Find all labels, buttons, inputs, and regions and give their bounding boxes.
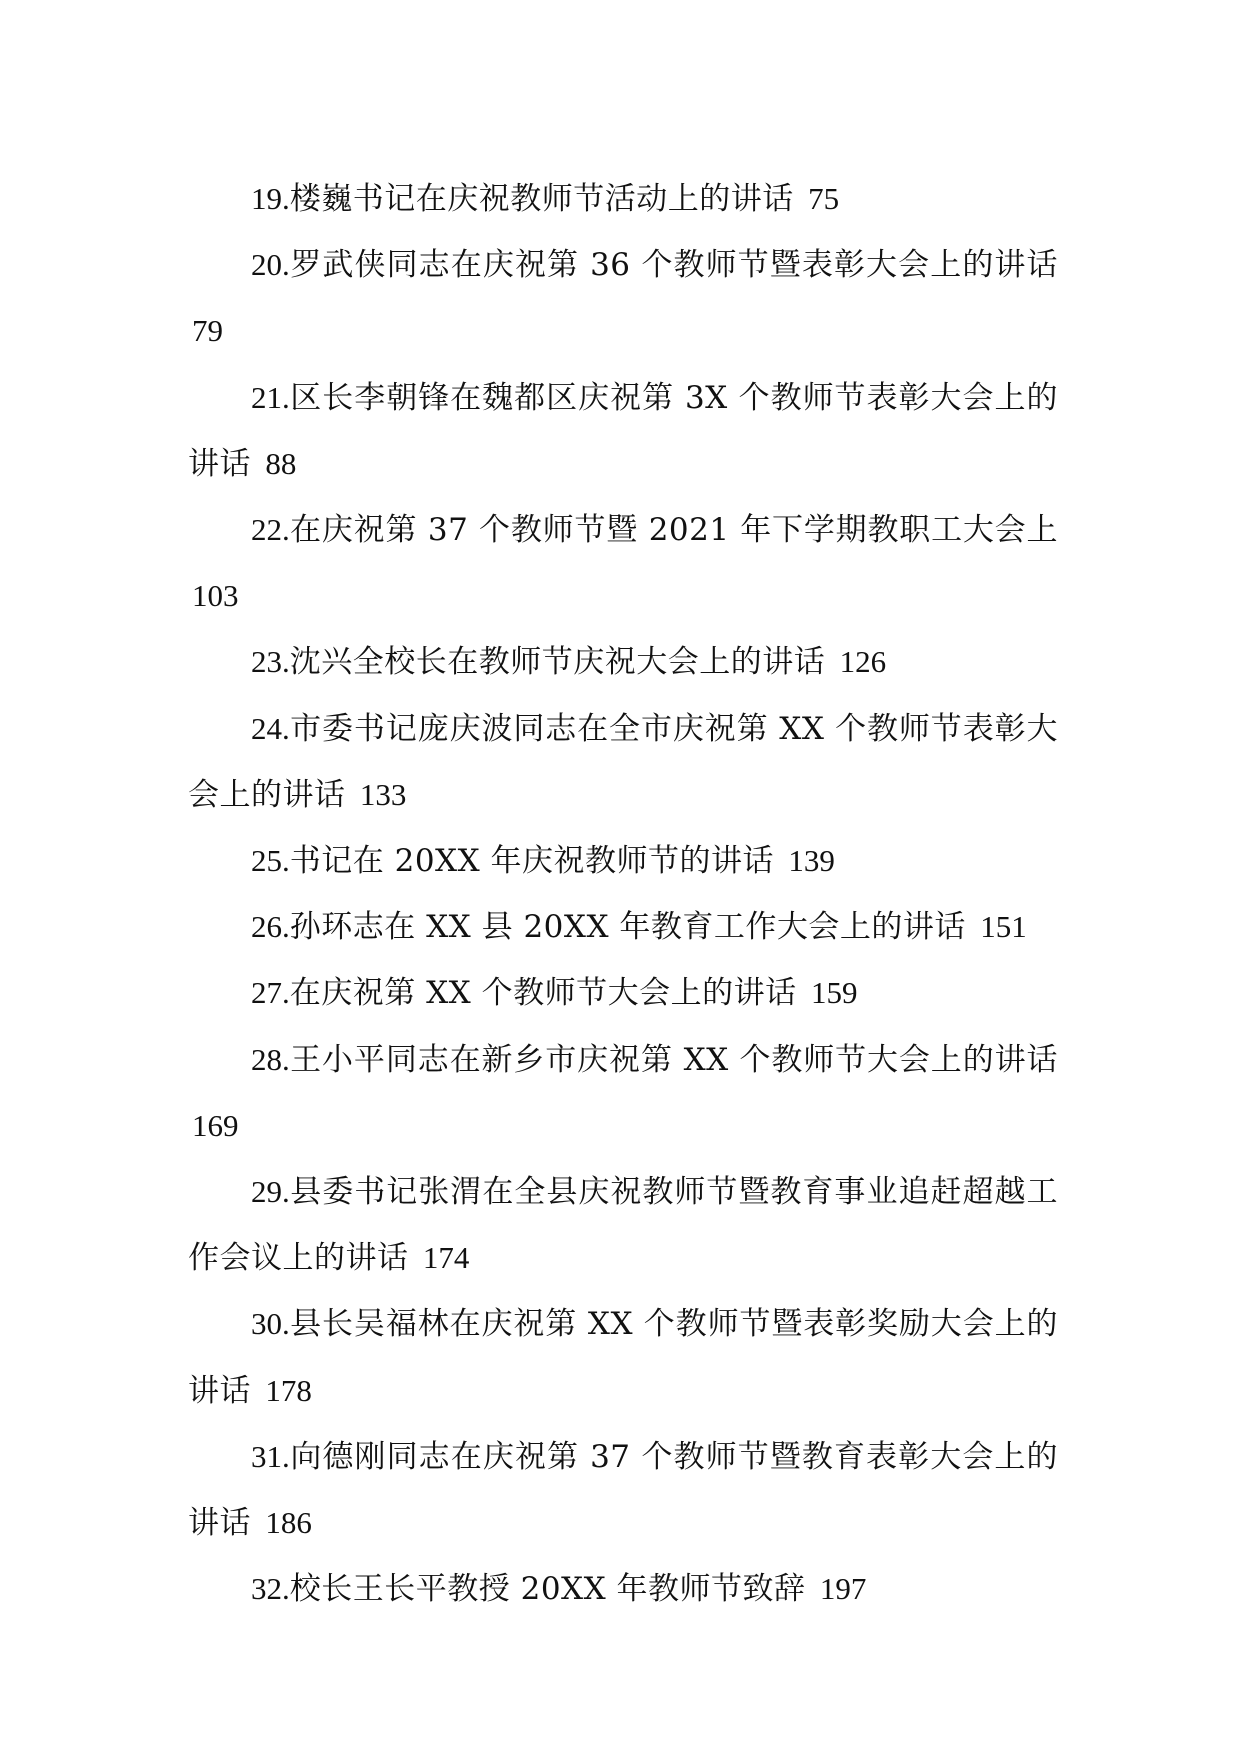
- toc-entry-number: 22.: [251, 512, 290, 548]
- table-of-contents: [188, 166, 1058, 1622]
- toc-entry[interactable]: [188, 497, 1058, 629]
- toc-entry-title: 孙环志在 XX 县 20XX 年教育工作大会上的讲话: [289, 909, 966, 946]
- toc-entry[interactable]: [188, 894, 1058, 960]
- toc-entry-number: 26.: [251, 909, 290, 945]
- toc-entry[interactable]: [188, 1424, 1058, 1556]
- toc-entry-number: 28.: [251, 1041, 290, 1077]
- toc-entry-page-number: 79: [192, 313, 223, 349]
- toc-entry-number: 21.: [251, 379, 290, 415]
- toc-entry[interactable]: [188, 1159, 1058, 1291]
- toc-entry-page-number: 159: [810, 975, 858, 1011]
- toc-entry-page-number: 178: [265, 1372, 312, 1408]
- toc-entry-title: 王小平同志在新乡市庆祝第 XX 个教师节大会上的讲话: [289, 1041, 1058, 1078]
- toc-entry-page-number: 75: [808, 181, 840, 216]
- toc-entry-page-number: 133: [359, 776, 407, 812]
- toc-entry-title: 罗武侠同志在庆祝第 36 个教师节暨表彰大会上的讲话: [289, 247, 1058, 284]
- toc-entry-title: 书记在 20XX 年庆祝教师节的讲话: [289, 843, 775, 880]
- toc-entry[interactable]: [188, 629, 1058, 695]
- toc-entry[interactable]: [188, 828, 1058, 894]
- toc-entry-number: 19.: [251, 181, 290, 216]
- toc-entry-title: 县委书记张渭在全县庆祝教师节暨教育事业追赶超越工作会议上的讲话: [188, 1174, 1058, 1277]
- toc-entry[interactable]: [188, 696, 1058, 828]
- toc-entry-page-number: 88: [265, 445, 297, 481]
- toc-entry[interactable]: [188, 166, 1058, 232]
- toc-entry-page-number: 174: [422, 1240, 470, 1276]
- toc-entry-page-number: 139: [788, 843, 835, 879]
- toc-entry-title: 在庆祝第 37 个教师节暨 2021 年下学期教职工大会上: [289, 512, 1058, 549]
- toc-entry-title: 区长李朝锋在魏都区庆祝第 3X 个教师节表彰大会上的讲话: [188, 379, 1058, 482]
- toc-entry[interactable]: [188, 960, 1058, 1026]
- toc-entry[interactable]: [188, 1291, 1058, 1423]
- toc-entry-page-number: 186: [265, 1505, 312, 1541]
- toc-entry-title: 楼巍书记在庆祝教师节活动上的讲话: [289, 181, 794, 217]
- toc-entry-number: 32.: [251, 1571, 290, 1607]
- toc-entry-number: 25.: [251, 843, 290, 879]
- toc-entry[interactable]: [188, 365, 1058, 497]
- toc-entry-title: 在庆祝第 XX 个教师节大会上的讲话: [289, 975, 797, 1012]
- toc-entry-page-number: 169: [192, 1107, 239, 1143]
- toc-entry-title: 市委书记庞庆波同志在全市庆祝第 XX 个教师节表彰大会上的讲话: [188, 710, 1058, 813]
- toc-entry-number: 24.: [251, 710, 290, 746]
- toc-entry-page-number: 197: [819, 1571, 867, 1607]
- toc-entry-title: 校长王长平教授 20XX 年教师节致辞: [289, 1571, 806, 1608]
- toc-entry-title: 向德刚同志在庆祝第 37 个教师节暨教育表彰大会上的讲话: [188, 1438, 1058, 1542]
- toc-entry[interactable]: [188, 232, 1058, 364]
- toc-entry-number: 20.: [251, 247, 290, 283]
- toc-entry[interactable]: [188, 1027, 1058, 1159]
- toc-entry-title: 沈兴全校长在教师节庆祝大会上的讲话: [289, 644, 826, 681]
- toc-entry-number: 30.: [251, 1306, 290, 1342]
- toc-entry-number: 23.: [251, 644, 290, 680]
- toc-entry-page-number: 151: [980, 909, 1027, 945]
- toc-entry[interactable]: [188, 1556, 1058, 1622]
- toc-entry-number: 27.: [251, 975, 290, 1011]
- toc-entry-title: 县长吴福林在庆祝第 XX 个教师节暨表彰奖励大会上的讲话: [188, 1306, 1058, 1409]
- toc-entry-number: 31.: [251, 1438, 290, 1474]
- toc-entry-page-number: 103: [192, 578, 239, 614]
- toc-entry-number: 29.: [251, 1174, 290, 1210]
- toc-entry-page-number: 126: [839, 644, 887, 680]
